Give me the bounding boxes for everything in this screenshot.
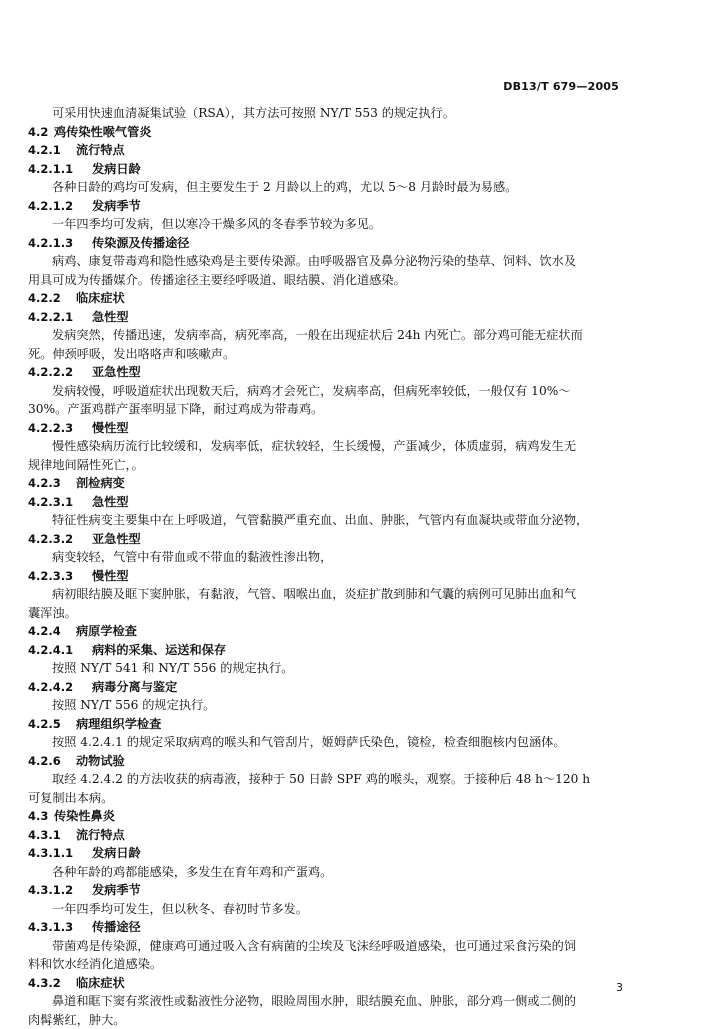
- section-heading: [28, 844, 626, 863]
- body-text-line: 一年四季均可发生，但以秋冬、春初时节多发。: [28, 900, 626, 919]
- document-body: [28, 104, 626, 1029]
- body-text-line: 30%。产蛋鸡群产蛋率明显下降，耐过鸡成为带毒鸡。: [28, 400, 626, 419]
- section-title: 慢性型: [92, 569, 129, 583]
- section-heading: [28, 308, 626, 327]
- section-number: 4.2.3.2: [28, 530, 92, 549]
- body-text-line: 取经 4.2.4.2 的方法收获的病毒液，接种于 50 日龄 SPF 鸡的喉头，观察。于接种后 48 h～120 h: [28, 770, 626, 789]
- body-text-line: 病变较轻，气管中有带血或不带血的黏液性渗出物，: [28, 548, 626, 567]
- section-heading: [28, 567, 626, 586]
- section-heading: [28, 678, 626, 697]
- body-text-line: 可复制出本病。: [28, 789, 626, 808]
- section-title: 剖检病变: [76, 476, 125, 490]
- section-number: 4.2: [28, 123, 54, 142]
- body-text-line: 肉髯紫红，肿大。: [28, 1011, 626, 1029]
- body-text-line: 发病较慢，呼吸道症状出现数天后，病鸡才会死亡，发病率高，但病死率较低，一般仅有 10%～: [28, 382, 626, 401]
- section-heading: [28, 881, 626, 900]
- section-heading: [28, 289, 626, 308]
- section-title: 病理组织学检查: [76, 717, 161, 731]
- body-text-line: 一年四季均可发病，但以寒冷干燥多风的冬春季节较为多见。: [28, 215, 626, 234]
- section-title: 传染性鼻炎: [54, 809, 115, 823]
- section-heading: [28, 234, 626, 253]
- section-number: 4.3.1.2: [28, 881, 92, 900]
- body-text-line: 发病突然，传播迅速，发病率高，病死率高，一般在出现症状后 24h 内死亡。部分鸡可能无症状而: [28, 326, 626, 345]
- section-title: 传染源及传播途径: [92, 236, 190, 250]
- section-number: 4.3.1.1: [28, 844, 92, 863]
- section-number: 4.2.3.1: [28, 493, 92, 512]
- section-title: 发病日龄: [92, 846, 141, 860]
- section-number: 4.3.1.3: [28, 918, 92, 937]
- section-heading: [28, 123, 626, 142]
- section-number: 4.3: [28, 807, 54, 826]
- document-code-header: DB13/T 679—2005: [503, 80, 619, 93]
- section-title: 临床症状: [76, 976, 125, 990]
- section-heading: [28, 974, 626, 993]
- section-heading: [28, 419, 626, 438]
- section-title: 发病季节: [92, 883, 141, 897]
- section-heading: [28, 752, 626, 771]
- section-title: 传播途径: [92, 920, 141, 934]
- section-title: 临床症状: [76, 291, 125, 305]
- section-number: 4.2.1.1: [28, 160, 92, 179]
- section-title: 慢性型: [92, 421, 129, 435]
- section-number: 4.2.1.2: [28, 197, 92, 216]
- page-number: 3: [616, 981, 623, 994]
- section-heading: [28, 807, 626, 826]
- section-number: 4.2.2.3: [28, 419, 92, 438]
- section-number: 4.2.3: [28, 474, 76, 493]
- section-title: 鸡传染性喉气管炎: [54, 125, 152, 139]
- section-title: 病料的采集、运送和保存: [92, 643, 226, 657]
- section-number: 4.2.4: [28, 622, 76, 641]
- body-text-line: 慢性感染病历流行比较缓和，发病率低，症状较轻，生长缓慢，产蛋减少，体质虚弱，病鸡发生无: [28, 437, 626, 456]
- section-title: 急性型: [92, 495, 129, 509]
- body-text-line: 囊浑浊。: [28, 604, 626, 623]
- section-number: 4.3.2: [28, 974, 76, 993]
- body-text-line: 料和饮水经消化道感染。: [28, 955, 626, 974]
- body-text-line: 病鸡、康复带毒鸡和隐性感染鸡是主要传染源。由呼吸器官及鼻分泌物污染的垫草、饲料、饮水及: [28, 252, 626, 271]
- section-number: 4.2.1: [28, 141, 76, 160]
- section-heading: [28, 363, 626, 382]
- section-heading: [28, 641, 626, 660]
- section-number: 4.2.5: [28, 715, 76, 734]
- section-heading: [28, 622, 626, 641]
- section-title: 流行特点: [76, 143, 125, 157]
- section-title: 病原学检查: [76, 624, 137, 638]
- section-heading: [28, 141, 626, 160]
- section-number: 4.2.6: [28, 752, 76, 771]
- body-text-line: 特征性病变主要集中在上呼吸道，气管黏膜严重充血、出血、肿胀，气管内有血凝块或带血分泌物，: [28, 511, 626, 530]
- body-text-line: 用具可成为传播媒介。传播途径主要经呼吸道、眼结膜、消化道感染。: [28, 271, 626, 290]
- section-heading: [28, 530, 626, 549]
- section-heading: [28, 197, 626, 216]
- section-title: 动物试验: [76, 754, 125, 768]
- section-title: 流行特点: [76, 828, 125, 842]
- section-heading: [28, 918, 626, 937]
- body-text-line: 鼻道和眶下窦有浆液性或黏液性分泌物，眼睑周围水肿，眼结膜充血、肿胀，部分鸡一侧或二侧的: [28, 992, 626, 1011]
- body-text-line: 病初眼结膜及眶下窦肿胀，有黏液，气管、咽喉出血，炎症扩散到肺和气囊的病例可见肺出血和气: [28, 585, 626, 604]
- section-heading: [28, 160, 626, 179]
- section-title: 亚急性型: [92, 365, 141, 379]
- body-text-line: 规律地间隔性死亡，。: [28, 456, 626, 475]
- section-heading: [28, 715, 626, 734]
- section-heading: [28, 826, 626, 845]
- section-number: 4.2.2.1: [28, 308, 92, 327]
- section-number: 4.2.2.2: [28, 363, 92, 382]
- body-text-line: 各种年龄的鸡都能感染，多发生在育年鸡和产蛋鸡。: [28, 863, 626, 882]
- section-heading: [28, 474, 626, 493]
- section-heading: [28, 493, 626, 512]
- body-text-line: 死。伸颈呼吸，发出咯咯声和咳嗽声。: [28, 345, 626, 364]
- section-title: 病毒分离与鉴定: [92, 680, 177, 694]
- section-number: 4.2.4.1: [28, 641, 92, 660]
- section-number: 4.3.1: [28, 826, 76, 845]
- body-text-line: 可采用快速血清凝集试验（RSA），其方法可按照 NY/T 553 的规定执行。: [28, 104, 626, 123]
- section-title: 急性型: [92, 310, 129, 324]
- section-number: 4.2.3.3: [28, 567, 92, 586]
- section-number: 4.2.1.3: [28, 234, 92, 253]
- section-title: 发病季节: [92, 199, 141, 213]
- section-title: 亚急性型: [92, 532, 141, 546]
- section-number: 4.2.4.2: [28, 678, 92, 697]
- section-number: 4.2.2: [28, 289, 76, 308]
- body-text-line: 带菌鸡是传染源，健康鸡可通过吸入含有病菌的尘埃及飞沫经呼吸道感染，也可通过采食污染的饲: [28, 937, 626, 956]
- body-text-line: 按照 NY/T 541 和 NY/T 556 的规定执行。: [28, 659, 626, 678]
- section-title: 发病日龄: [92, 162, 141, 176]
- body-text-line: 按照 NY/T 556 的规定执行。: [28, 696, 626, 715]
- body-text-line: 各种日龄的鸡均可发病，但主要发生于 2 月龄以上的鸡，尤以 5～8 月龄时最为易感。: [28, 178, 626, 197]
- body-text-line: 按照 4.2.4.1 的规定采取病鸡的喉头和气管刮片，姬姆萨氏染色，镜检，检查细胞核内包涵体。: [28, 733, 626, 752]
